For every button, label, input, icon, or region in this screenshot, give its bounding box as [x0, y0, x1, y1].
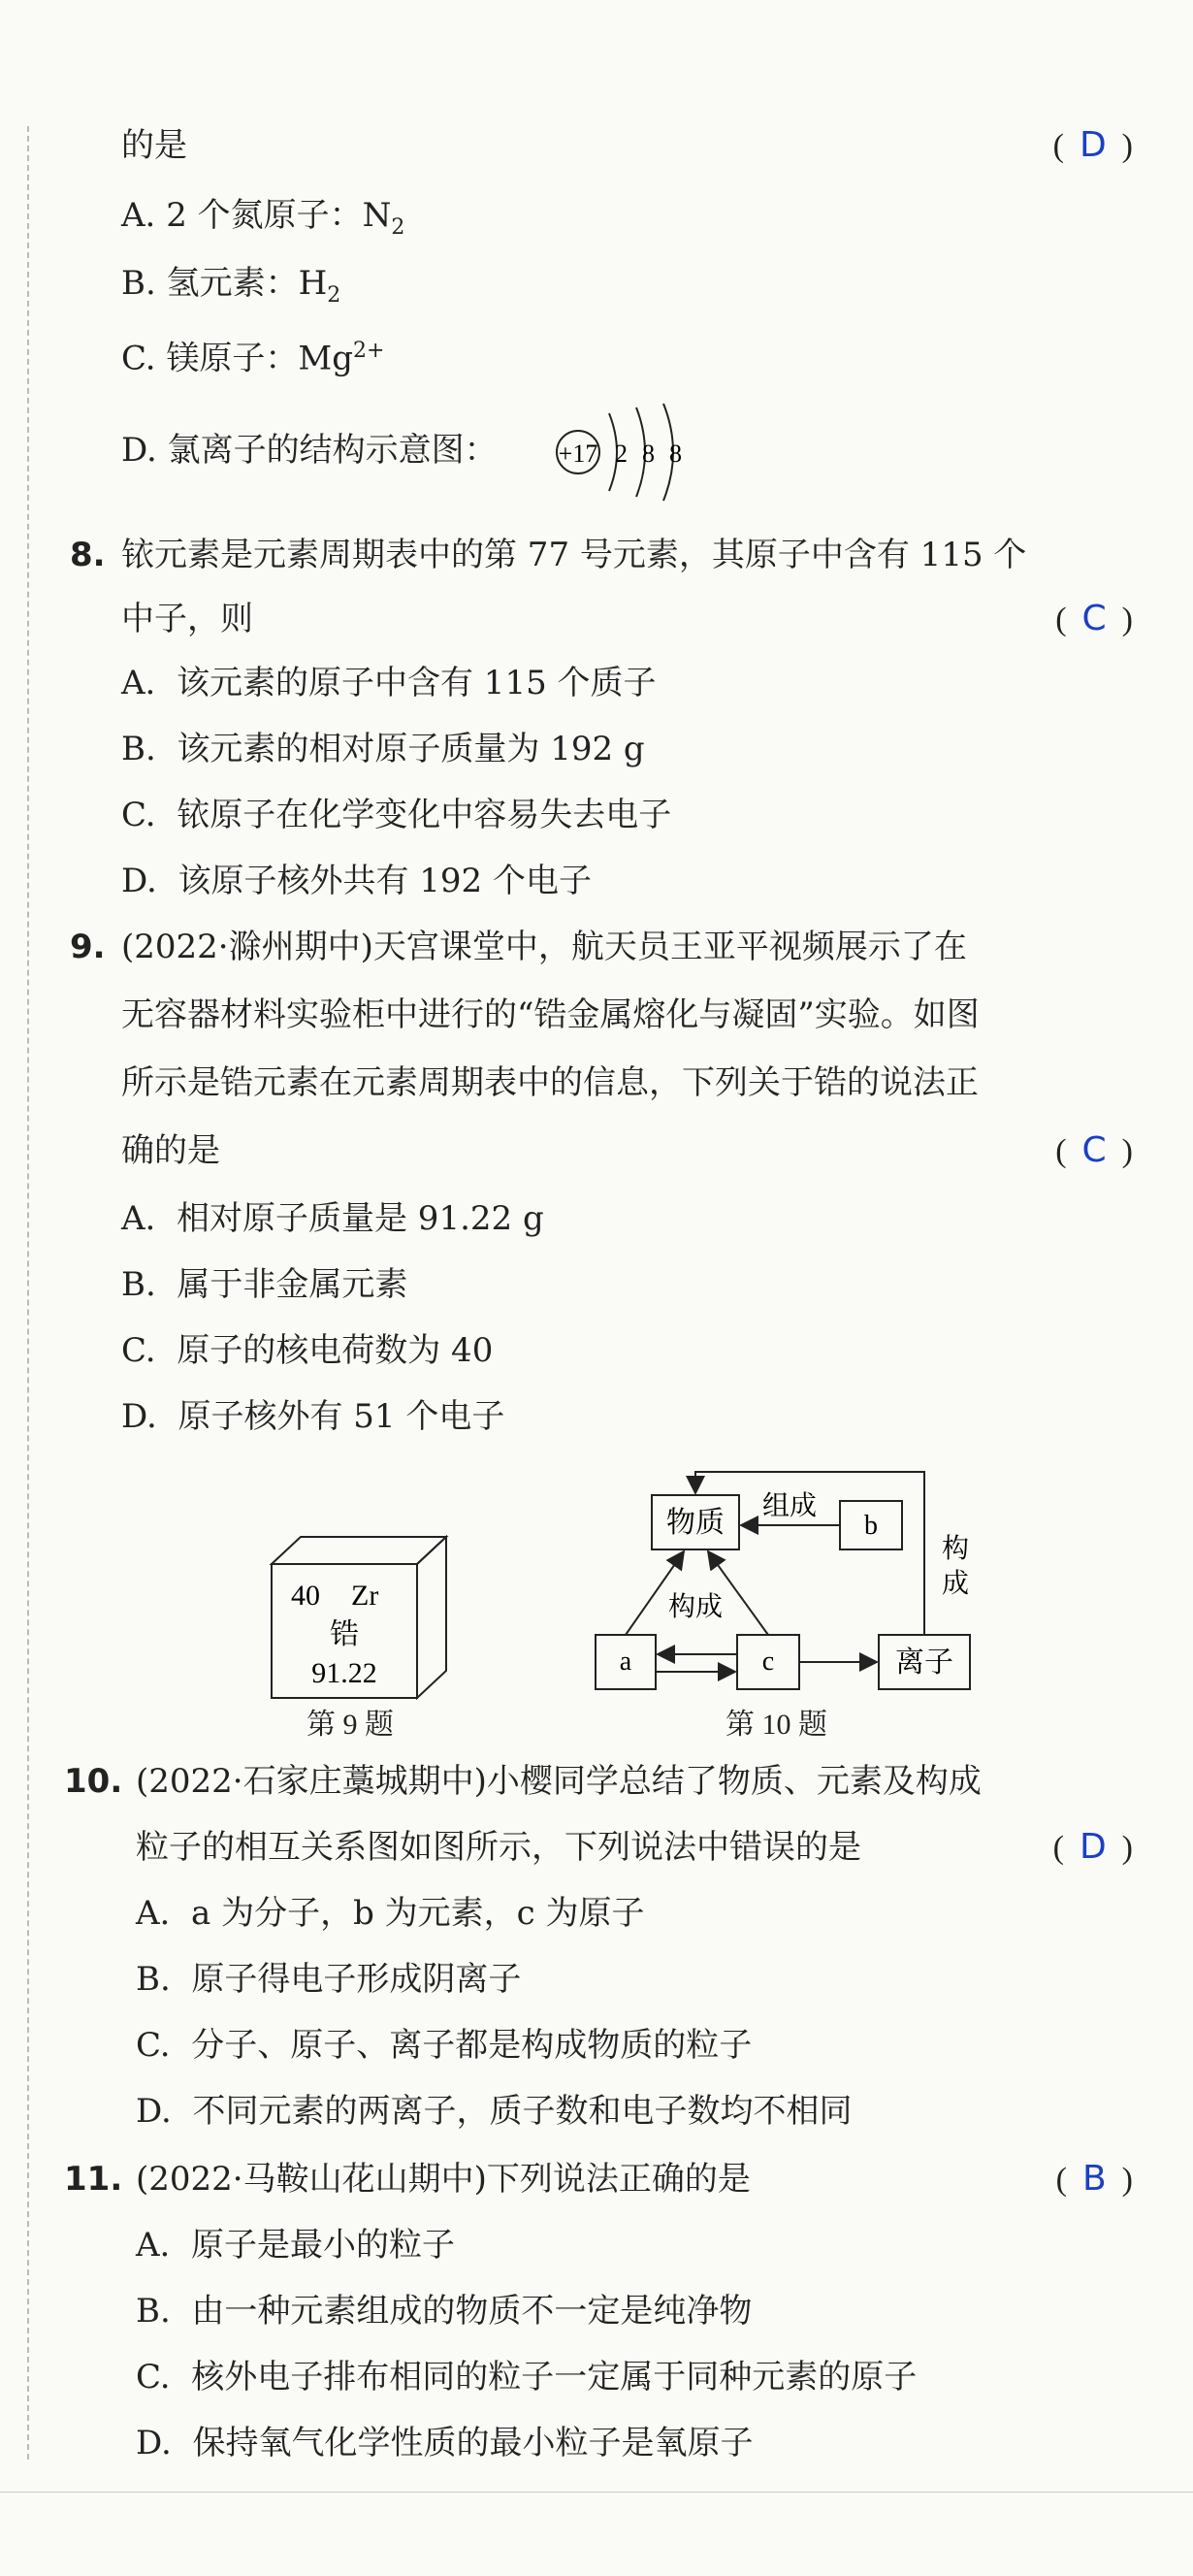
label-ion: 离子 — [895, 1646, 953, 1679]
q10-number: 10. — [64, 1762, 123, 1801]
q7-option-a: A. 2 个氮原子：$N_2$ — [121, 196, 405, 240]
q10-stem-line1: (2022·石家庄藁城期中)小樱同学总结了物质、元素及构成 — [136, 1762, 982, 1801]
q9-stem-line3: 所示是锆元素在元素周期表中的信息，下列关于锆的说法正 — [121, 1063, 979, 1102]
q11-answer: ( B ) — [1055, 2159, 1133, 2199]
q11-option-a: A. 原子是最小的粒子 — [136, 2226, 455, 2265]
q10-answer: ( D ) — [1052, 1827, 1133, 1867]
q10-option-b: B. 原子得电子形成阴离子 — [136, 1960, 522, 1999]
substance-particle-relation-diagram — [582, 1460, 1009, 1703]
label-construct-right-1: 构 — [941, 1532, 970, 1564]
q9-option-a: A. 相对原子质量是 91.22 g — [121, 1199, 544, 1238]
cell-top-face — [272, 1537, 446, 1564]
q8-option-a: A. 该元素的原子中含有 115 个质子 — [121, 664, 657, 702]
shell-3-count: 8 — [669, 440, 682, 468]
label-c: c — [761, 1647, 775, 1677]
q9-option-c: C. 原子的核电荷数为 40 — [121, 1331, 494, 1370]
q11-option-b: B. 由一种元素组成的物质不一定是纯净物 — [136, 2292, 753, 2331]
atomic-number: 40 — [291, 1580, 320, 1612]
cell-side-face — [417, 1537, 446, 1698]
q11-option-c: C. 核外电子排布相同的粒子一定属于同种元素的原子 — [136, 2358, 918, 2397]
q11-stem-line1: (2022·马鞍山花山期中)下列说法正确的是 — [136, 2160, 751, 2199]
chloride-ion-structure-diagram — [551, 396, 696, 503]
q7-option-d: D. 氯离子的结构示意图： — [121, 431, 498, 470]
q8-answer: ( C ) — [1055, 599, 1133, 638]
q8-option-d: D. 该原子核外共有 192 个电子 — [121, 862, 592, 900]
label-b: b — [864, 1511, 878, 1541]
q9-number: 9. — [70, 928, 106, 966]
q8-stem-line1: 铱元素是元素周期表中的第 77 号元素，其原子中含有 115 个 — [121, 536, 1027, 574]
figure-10-caption: 第 10 题 — [725, 1709, 827, 1741]
shell-2-count: 8 — [642, 440, 655, 468]
q8-number: 8. — [70, 536, 106, 574]
q9-stem-line2: 无容器材料实验柜中进行的“锆金属熔化与凝固”实验。如图 — [121, 995, 980, 1034]
shell-1-count: 2 — [615, 440, 628, 468]
q10-option-c: C. 分子、原子、离子都是构成物质的粒子 — [136, 2026, 753, 2065]
q9-option-d: D. 原子核外有 51 个电子 — [121, 1397, 505, 1436]
q8-option-c: C. 铱原子在化学变化中容易失去电子 — [121, 796, 672, 834]
q9-stem-line1: (2022·滁州期中)天宫课堂中，航天员王亚平视频展示了在 — [121, 928, 967, 966]
q10-stem-line2: 粒子的相互关系图如图所示，下列说法中错误的是 — [136, 1828, 861, 1867]
q7-option-b: B. 氢元素：$H_2$ — [121, 264, 341, 308]
element-symbol: Zr — [351, 1580, 379, 1612]
label-compose: 组成 — [761, 1489, 818, 1521]
nucleus-charge: +17 — [558, 440, 598, 468]
q10-option-d: D. 不同元素的两离子，质子数和电子数均不相同 — [136, 2092, 853, 2131]
page-bottom-rule — [0, 2492, 1193, 2493]
element-name: 锆 — [330, 1617, 359, 1651]
q7-option-c: C. 镁原子：$Mg^{2+}$ — [121, 339, 385, 378]
q8-stem-line2: 中子，则 — [121, 600, 253, 638]
label-a: a — [619, 1647, 632, 1677]
q10-option-a: A. a 为分子，b 为元素，c 为原子 — [136, 1894, 645, 1933]
q8-option-b: B. 该元素的相对原子质量为 192 g — [121, 730, 645, 768]
label-substance: 物质 — [666, 1506, 725, 1540]
figure-9-caption: 第 9 题 — [306, 1709, 394, 1741]
label-construct-right-2: 成 — [941, 1567, 970, 1599]
label-construct-middle: 构成 — [667, 1590, 724, 1622]
q9-stem-line4: 确的是 — [121, 1131, 220, 1170]
atomic-mass: 91.22 — [311, 1657, 377, 1689]
q7-stem-end: 的是 — [121, 126, 187, 165]
q11-option-d: D. 保持氧气化学性质的最小粒子是氧原子 — [136, 2424, 754, 2462]
q11-number: 11. — [64, 2160, 123, 2199]
q7-answer: ( D ) — [1052, 125, 1133, 165]
q9-option-b: B. 属于非金属元素 — [121, 1265, 408, 1304]
zirconium-element-cell — [262, 1535, 456, 1700]
q9-answer: ( C ) — [1055, 1130, 1133, 1170]
